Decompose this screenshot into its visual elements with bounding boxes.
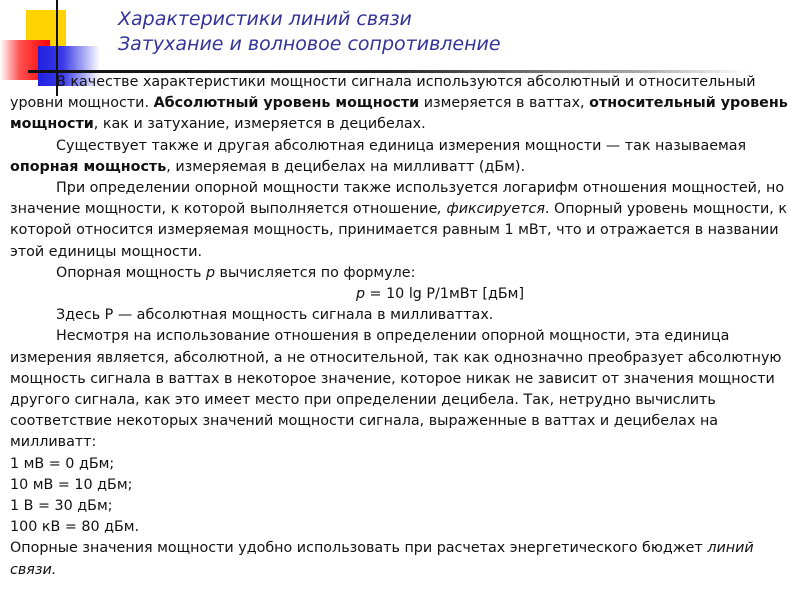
bold-term: Абсолютный уровень мощности: [153, 95, 420, 112]
paragraph-4: [10, 263, 790, 284]
formula-expression: = 10 lg P/1мВт [дБм]: [365, 286, 525, 303]
text: . Опорный уровень мощности, к которой относится измеряемая мощность, принимается равным 1 мВт, что и отражается в названии этой единицы мощности.: [10, 201, 788, 260]
italic-term: , фиксируется: [437, 201, 545, 218]
paragraph-2: [10, 136, 790, 178]
italic-term: линий связи.: [10, 540, 754, 578]
text: , как и затухание, измеряется в децибелах.: [93, 116, 426, 133]
example-3: 1 В = 30 дБм;: [10, 498, 113, 515]
italic-term: p: [205, 264, 216, 281]
text: В качестве характеристики мощности сигнала используются абсолютный и относительный уровни мощности.: [10, 74, 756, 112]
paragraph-6: Несмотря на использование отношения в определении опорной мощности, эта единица измерения является, абсолютной, а не относительной, так как однозначно преобразует абсолютную мощность сигнала в ваттах в некоторое значение, которое никак не зависит от значения мощности другого сигнала, как это имеет место при определении децибела. Так, нетрудно вычислить соответствие некоторых значений мощности сигнала, выраженные в ваттах и децибелах на милливатт:: [10, 328, 782, 451]
text: При определении опорной мощности также используется логарифм отношения мощностей, но значение мощности, к которой выполняется отношение: [10, 180, 785, 218]
text: Опорные значения мощности удобно использовать при расчетах энергетического бюджет: [10, 540, 708, 557]
slide-title: Характеристики линий связи: [118, 8, 412, 30]
formula: [10, 284, 790, 305]
text: вычисляется по формуле:: [215, 264, 416, 281]
text: измеряется в ваттах,: [419, 95, 590, 112]
bold-term: относительный уровень мощности: [10, 95, 788, 133]
text: Опорная мощность: [56, 264, 206, 281]
text: Существует также и другая абсолютная единица измерения мощности — так называемая: [56, 137, 747, 154]
bold-term: опорная мощность: [10, 158, 167, 175]
text: , измеряемая в децибелах на милливатт (дБм).: [166, 158, 526, 175]
slide-subtitle: Затухание и волновое сопротивление: [118, 33, 501, 55]
paragraph-3: [10, 178, 790, 263]
paragraph-5: Здесь Р — абсолютная мощность сигнала в милливаттах.: [56, 307, 494, 324]
example-4: 100 кВ = 80 дБм.: [10, 519, 140, 536]
formula-variable: p: [355, 286, 366, 303]
paragraph-7: [10, 538, 790, 580]
example-1: 1 мВ = 0 дБм;: [10, 455, 115, 472]
example-2: 10 мВ = 10 дБм;: [10, 476, 133, 493]
paragraph-1: [10, 72, 790, 136]
slide-body: [10, 72, 790, 581]
